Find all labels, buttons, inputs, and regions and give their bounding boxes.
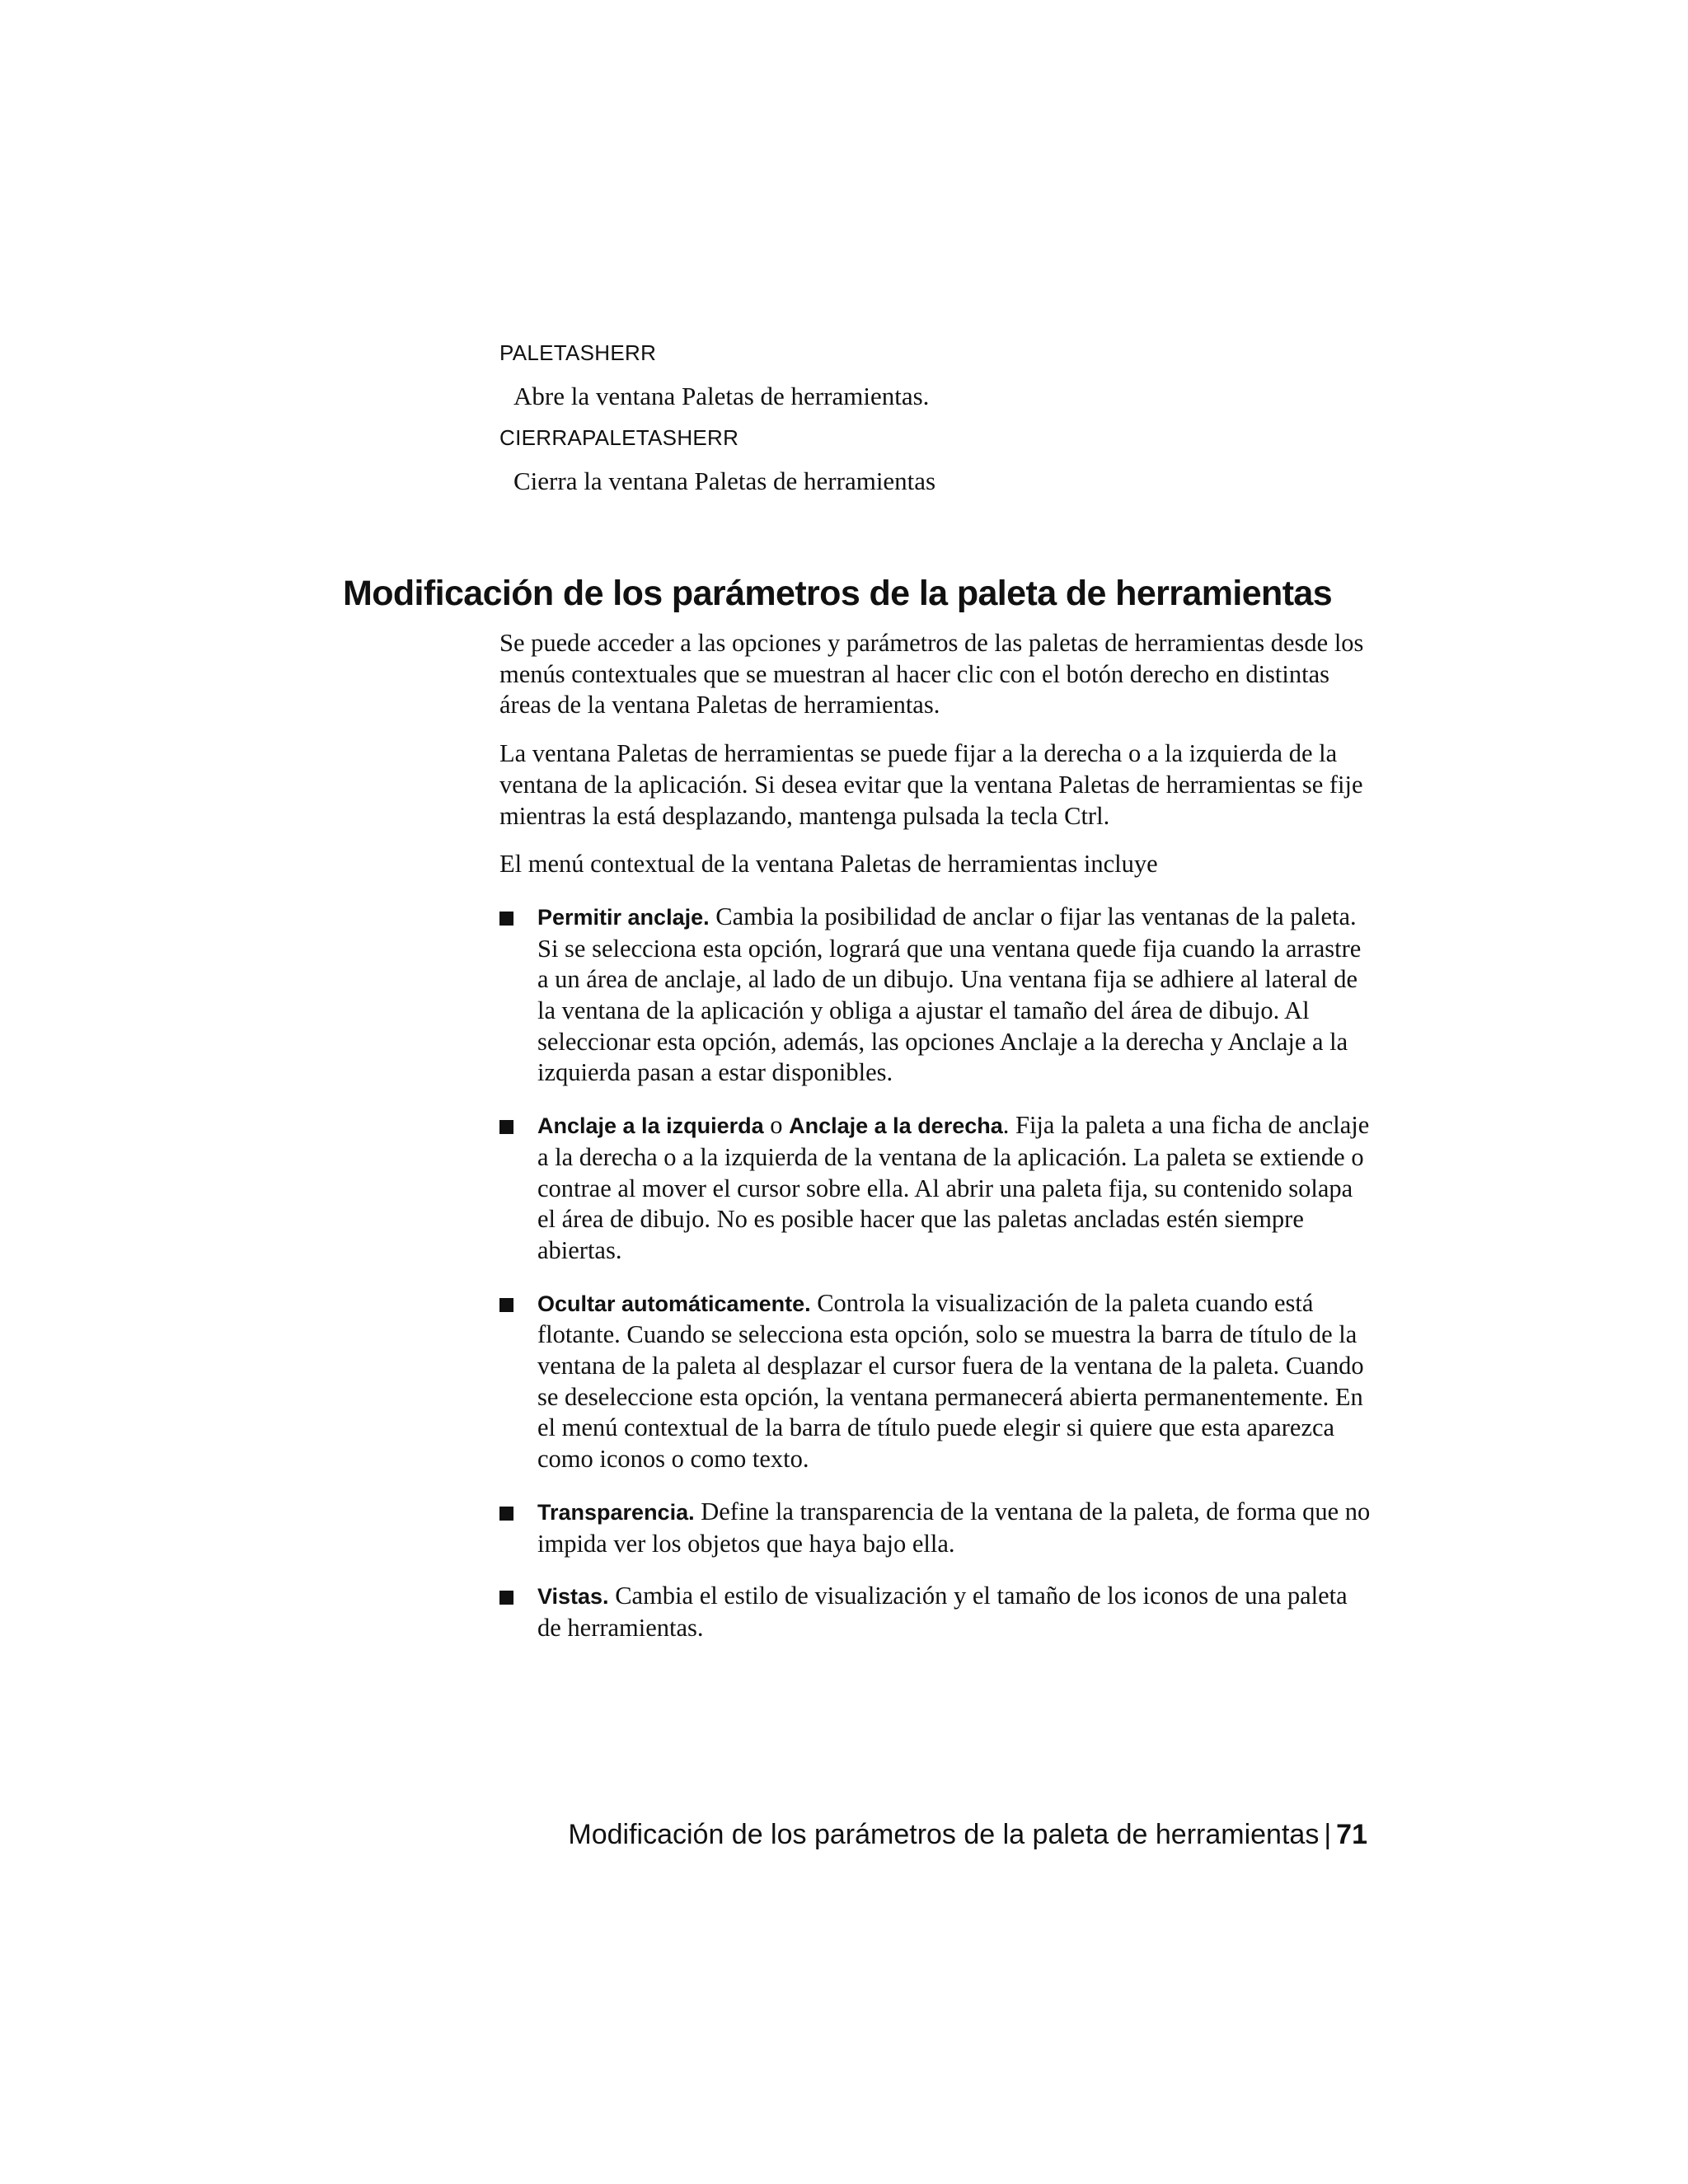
option-description: Cambia la posibilidad de anclar o fijar las ventanas de la paleta. Si se selecciona esta opción, logrará que una ventana quede fija cuando la arrastre a un área de anclaje, al lado de un dibujo. Una ventana fija se adhiere al lateral de la ventana de la aplicación y obliga a ajustar el tamaño del área de dibujo. Al seleccionar esta opción, además, las opciones Anclaje a la derecha y Anclaje a la izquierda pasan a estar disponibles. (537, 902, 1362, 1087)
square-bullet-icon (499, 912, 513, 926)
page-footer (568, 1816, 1367, 1853)
square-bullet-icon (499, 1120, 513, 1134)
paragraph: Se puede acceder a las opciones y parámetros de las paletas de herramientas desde los menús contextuales que se muestran al hacer clic con el botón derecho en distintas áreas de la ventana Paletas de herramientas. (499, 629, 1364, 719)
option-term: Ocultar automáticamente. (537, 1291, 811, 1316)
option-description: . Fija la paleta a una ficha de anclaje a la derecha o a la izquierda de la ventana de la aplicación. La paleta se extiende o contrae al mover el cursor sobre ella. Al abrir una paleta fija, su contenido solapa el área de dibujo. No es posible hacer que las paletas ancladas estén siempre abiertas. (537, 1111, 1370, 1264)
paragraph: El menú contextual de la ventana Paletas de herramientas incluye (499, 850, 1158, 879)
command-name: PALETASHERR (499, 340, 657, 365)
command-name: CIERRAPALETASHERR (499, 425, 739, 450)
paragraph: La ventana Paletas de herramientas se puede fijar a la derecha o a la izquierda de la ventana de la aplicación. Si desea evitar que la ventana Paletas de herramientas se fije mientras la está desplazando, mantenga pulsada la tecla Ctrl. (499, 739, 1363, 830)
options-list (499, 902, 1373, 1644)
section-body (499, 628, 1373, 1666)
square-bullet-icon (499, 1507, 513, 1521)
option-term: Anclaje a la izquierda (537, 1113, 764, 1139)
option-description: Cambia el estilo de visualización y el tamaño de los iconos de una paleta de herramientas. (537, 1582, 1348, 1642)
square-bullet-icon (499, 1298, 513, 1312)
option-description: Controla la visualización de la paleta cuando está flotante. Cuando se selecciona esta opción, solo se muestra la barra de título de la ventana de la paleta al desplazar el cursor fuera de la ventana de la paleta. Cuando se deseleccione esta opción, la ventana permanecerá abierta permanentemente. En el menú contextual de la barra de título puede elegir si quiere que esta aparezca como iconos o como texto. (537, 1288, 1364, 1474)
square-bullet-icon (499, 1591, 513, 1605)
page-number: 71 (1336, 1819, 1367, 1850)
option-connector: o (763, 1111, 790, 1140)
list-item (499, 1497, 1373, 1559)
command-description: Abre la ventana Paletas de herramientas. (513, 382, 930, 410)
list-item (499, 1110, 1373, 1267)
command-description: Cierra la ventana Paletas de herramientas (513, 466, 936, 495)
option-term: Permitir anclaje. (537, 904, 710, 930)
command-list (499, 338, 1406, 508)
list-item (499, 902, 1373, 1089)
option-term: Transparencia. (537, 1499, 695, 1525)
running-title: Modificación de los parámetros de la paleta de herramientas (568, 1819, 1320, 1850)
option-term: Vistas. (537, 1584, 609, 1610)
section-heading: Modificación de los parámetros de la paleta de herramientas (343, 574, 1333, 613)
list-item (499, 1288, 1373, 1475)
list-item (499, 1581, 1373, 1643)
option-term-secondary: Anclaje a la derecha (789, 1113, 1003, 1139)
footer-separator: | (1324, 1819, 1332, 1850)
option-description: Define la transparencia de la ventana de la paleta, de forma que no impida ver los objetos que haya bajo ella. (537, 1497, 1371, 1558)
